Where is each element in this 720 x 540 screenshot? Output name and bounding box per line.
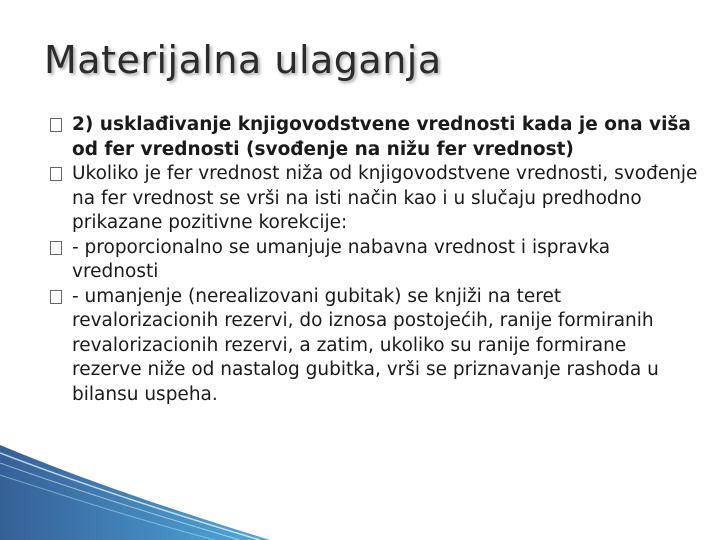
bullet-list: [50, 113, 700, 407]
slide-title: Materijalna ulaganja: [44, 38, 442, 82]
bullet-text: - umanjenje (nerealizovani gubitak) se knjiži na teret revalorizacionih rezervi, do iznosa postojećih, ranije formiranih revalorizacionih rezervi, a zatim, ukoliko su ranije formirane rezerve niže od nastalog gubitka, vrši se priznavanje rashoda u bilansu uspeha.: [72, 285, 659, 405]
bullet-text: 2) usklađivanje knjigovodstvene vrednosti kada je ona viša od fer vrednosti (svođenje na nižu fer vrednost): [72, 114, 691, 160]
bullet-item: [50, 162, 700, 236]
bullet-item: [50, 236, 700, 285]
bullet-marker-icon: [50, 241, 62, 255]
bullet-item: [50, 285, 700, 408]
bullet-marker-icon: [50, 118, 62, 132]
bullet-text: - proporcionalno se umanjuje nabavna vrednost i ispravka vrednosti: [72, 236, 611, 282]
bullet-marker-icon: [50, 290, 62, 304]
bullet-text: Ukoliko je fer vrednost niža od knjigovodstvene vrednosti, svođenje na fer vrednost se vrši na isti način kao i u slučaju predhodno prikazane pozitivne korekcije:: [72, 163, 698, 233]
bullet-item: [50, 113, 700, 162]
bullet-marker-icon: [50, 167, 62, 181]
corner-wave-decoration: [0, 445, 270, 540]
